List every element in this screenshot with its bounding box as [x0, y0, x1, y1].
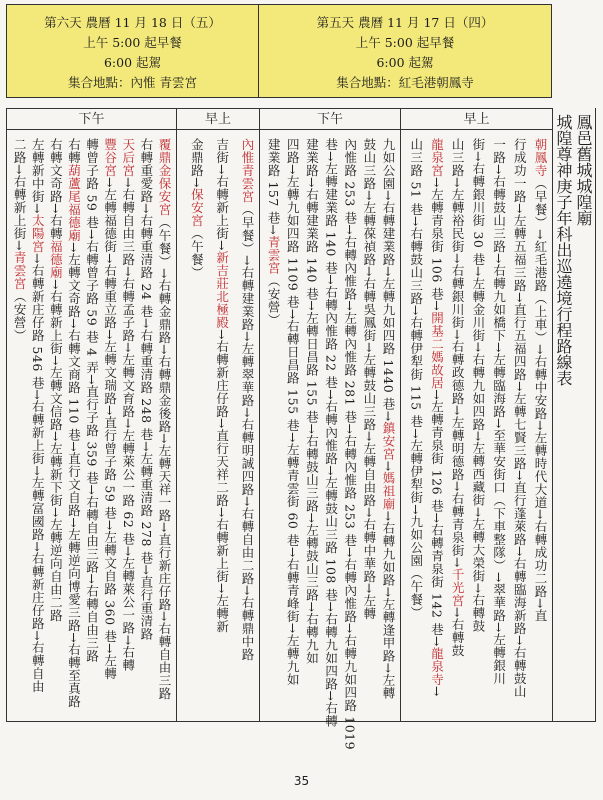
temple-name: 千光宮: [450, 567, 466, 607]
d5-afternoon-route-line: [361, 138, 378, 620]
route-title: [552, 108, 596, 722]
d6-morning-cell: [176, 130, 259, 722]
route-segment: 街→右轉銀川街 30 巷→左轉金川街→右轉九如四路→左轉西藏街→左轉大榮街→右轉鼓: [470, 138, 486, 633]
temple-name: 開基二媽故居: [429, 311, 445, 390]
page-number: 35: [293, 774, 310, 788]
route-segment: 建業路 157 巷→: [266, 138, 282, 236]
d6-afternoon-route-line: [29, 138, 46, 693]
route-segment: 一路→右轉鼓山三路→右轉九如橋下→左轉臨海路→至華安街口（下車整隊）→翠華路→左轉銀川: [491, 138, 507, 685]
d5-morning-route-line: [532, 138, 549, 622]
d6-afternoon-route-line: [138, 138, 155, 640]
route-segment: 行成功一路→左轉五福三路→直行五福四路→左轉七賢三路→直行蓬萊路→右轉臨海新路→右轉鼓山: [512, 138, 528, 698]
d6-afternoon-route-line: [120, 138, 137, 672]
temple-name: 覆鼎金保安宮: [157, 138, 172, 216]
route-segment: 山三路 51 巷→右轉鼓山三路→右轉伊犁街 115 巷→左轉伊犁街→九如公園（午餐）: [408, 138, 424, 620]
route-segment: →右轉新庄仔路→直行天祥二路→右轉新上街→左轉新: [214, 328, 230, 633]
temple-name: 福德廟: [48, 239, 64, 279]
d6-afternoon-route-line: [102, 138, 119, 680]
route-segment: 轉曾子路 59 巷→右轉曾子路 59 巷 4 弄→直行子路 359 巷→右轉自由三路→右轉自由三路: [84, 138, 100, 663]
d5-afternoon-label: 下午: [259, 108, 400, 130]
route-segment: →左轉青泉街 106 巷→: [429, 177, 445, 312]
day5-header: [259, 4, 552, 98]
d5-afternoon-cell: [259, 130, 400, 751]
temple-name: 葫蘆尾福德廟: [66, 164, 82, 242]
d6-afternoon-route-line: [47, 138, 64, 622]
d6-afternoon-route-line: [84, 138, 101, 662]
route-segment: →左轉青泉街 126 巷→右轉青泉街 142 巷→: [429, 389, 445, 647]
route-segment: 右轉文奇路→右轉: [48, 138, 64, 240]
day6-meeting-point: 集合地點：內惟 青雲宮: [68, 75, 197, 90]
temple-name: 龍泉宮: [429, 138, 445, 177]
route-segment: 巷→左轉建業路 140 巷→右轉內惟路 22 巷→右轉內惟路→左轉鼓山三路 108 巷→右轉九如四路→右轉: [323, 138, 339, 728]
day5-meeting-point: 集合地點：紅毛港朝鳳寺: [336, 75, 474, 90]
temple-name: 鎮安宮: [381, 421, 396, 461]
route-segment: 金鼎路→: [189, 138, 205, 188]
temple-name: 內惟青雲宮: [240, 138, 255, 203]
d6-afternoon-route-line: [156, 138, 173, 700]
d5-morning-cell: [400, 130, 552, 722]
route-segment: 二路→右轉新上街→: [12, 138, 28, 251]
temple-name: 朝鳳寺: [533, 138, 548, 177]
route-segment: 鼓山三路→左轉葆禎路→右轉吳鳳街→左轉鼓山三路→左轉自由路→右轉中華路→左轉: [361, 138, 377, 620]
d5-afternoon-route-line: [265, 138, 282, 326]
d5-morning-route-line: [449, 138, 466, 657]
d6-afternoon-cell: [6, 130, 176, 722]
route-segment: →右轉九如路→左轉逢甲路→左轉: [381, 510, 396, 700]
route-segment: 四路→左轉九如四路 1109 巷→右轉日昌路 155 巷→左轉青雲街 60 巷→右轉青峰街→左轉九如: [285, 138, 301, 686]
title-line-2: 城隍尊神庚子年科出巡遶境行程路線表: [554, 114, 573, 386]
d6-afternoon-route-line: [11, 138, 28, 342]
temple-name: 天后宮: [120, 138, 136, 177]
route-segment: （早餐）→紅毛港路（上車）→右轉中安路→左轉時代大道→右轉成功二路→直: [533, 177, 548, 622]
day5-depart-time: 6:00 起駕: [376, 55, 434, 70]
d6-afternoon-label: 下午: [6, 108, 176, 130]
route-segment: →右轉自由三路→右轉孟子路→左轉文育路→左轉萊公一路 62 巷→左轉萊公一路→右轉: [120, 177, 136, 672]
d6-afternoon-route-line: [65, 138, 82, 708]
temple-name: 太陽宮: [30, 213, 46, 253]
d5-morning-route-line: [408, 138, 425, 619]
route-segment: 右轉: [66, 138, 82, 164]
temple-name: 龍泉寺: [429, 646, 445, 686]
route-segment: （午餐）: [189, 226, 205, 279]
day6-depart-time: 6:00 起駕: [103, 55, 162, 70]
route-segment: 內惟路 253 巷→右轉內惟路→左轉內惟路 281 巷→右轉內惟路 253 巷→右轉內惟路→右轉九如四路 1019: [342, 138, 358, 751]
d5-afternoon-route-line: [284, 138, 301, 686]
day5-heading: 第五天 農曆 11 月 17 日（四）: [316, 15, 494, 30]
d5-afternoon-route-line: [303, 138, 320, 664]
route-segment: →右轉新庄仔路 546 巷→右轉新上街→左轉富國路→右轉新庄仔路→右轉自由: [30, 252, 46, 694]
d5-morning-route-line: [491, 138, 508, 685]
d5-morning-route-line: [470, 138, 487, 633]
route-segment: →右轉鼓: [450, 606, 466, 657]
route-segment: →: [381, 460, 396, 472]
temple-name: 青雲宮: [266, 235, 282, 275]
temple-name: 青雲宮: [12, 250, 28, 290]
temple-name: 保安宮: [189, 187, 205, 227]
route-segment: 九如公園→右轉建業路→左轉九如四路 1440 巷→: [381, 138, 396, 422]
d5-morning-route-line: [428, 138, 445, 697]
route-segment: （安營）: [266, 274, 282, 327]
day5-breakfast-time: 上午 5:00 起早餐: [355, 35, 455, 50]
d5-afternoon-route-line: [323, 138, 340, 727]
route-segment: →: [429, 685, 445, 697]
route-segment: （早餐）→右轉建業路→左轉翠華路→右轉明誠四路→右轉自由二路→右轉鼎中路: [240, 203, 255, 661]
temple-name: 新吉莊北極殿: [214, 250, 230, 329]
route-segment: 左轉新中街→: [30, 138, 46, 214]
d5-morning-label: 早上: [400, 108, 552, 130]
d6-morning-route-line: [188, 138, 205, 279]
d5-afternoon-route-line: [380, 138, 397, 700]
route-segment: 山三路→左轉裕民街→右轉銀川街→右轉政德路→左轉明德路→右轉青泉街→: [450, 138, 466, 568]
itinerary-sheet: [6, 4, 596, 756]
temple-name: 豐谷宮: [102, 138, 118, 177]
d5-afternoon-route-line: [342, 138, 359, 750]
route-segment: （安營）: [12, 289, 28, 342]
d6-morning-label: 早上: [176, 108, 259, 130]
temple-name: 媽祖廟: [381, 471, 396, 511]
route-segment: 右轉重愛路→右轉重清路 24 巷→右轉重清路 248 巷→左轉重清路 278 巷→直行重清路: [138, 138, 154, 641]
d5-morning-route-line: [511, 138, 528, 698]
day6-heading: 第六天 農曆 11 月 18 日（五）: [44, 15, 221, 30]
title-line-1: 鳳邑舊城城隍廟: [574, 114, 593, 226]
d6-morning-route-line: [239, 138, 256, 661]
d6-morning-route-line: [214, 138, 231, 633]
route-segment: →右轉新上街→左轉文信路→左轉新下街→左轉逆向自由二路: [48, 278, 64, 622]
day6-header: [6, 4, 259, 98]
route-segment: →左轉福德街→右轉重立路→左轉文瑞路→直行曾子路 59 巷→左轉文自路 360 巷→左轉: [102, 177, 118, 680]
day6-breakfast-time: 上午 5:00 起早餐: [83, 35, 182, 50]
route-segment: 吉街→右轉新上街→: [214, 138, 230, 251]
route-segment: （午餐）→右轉金鼎路→右轉鼎金後路→左轉天祥一路→直行新庄仔路→右轉自由三路: [157, 216, 172, 700]
route-segment: →左轉文奇路→右轉文商路 110 巷→直行文自路→左轉逆向博愛三路→右轉至真路: [66, 242, 82, 709]
route-segment: 建業路→右轉建業路 140 巷→左轉日昌路 155 巷→右轉鼓山三路→左轉鼓山三路→右轉九如: [304, 138, 320, 665]
